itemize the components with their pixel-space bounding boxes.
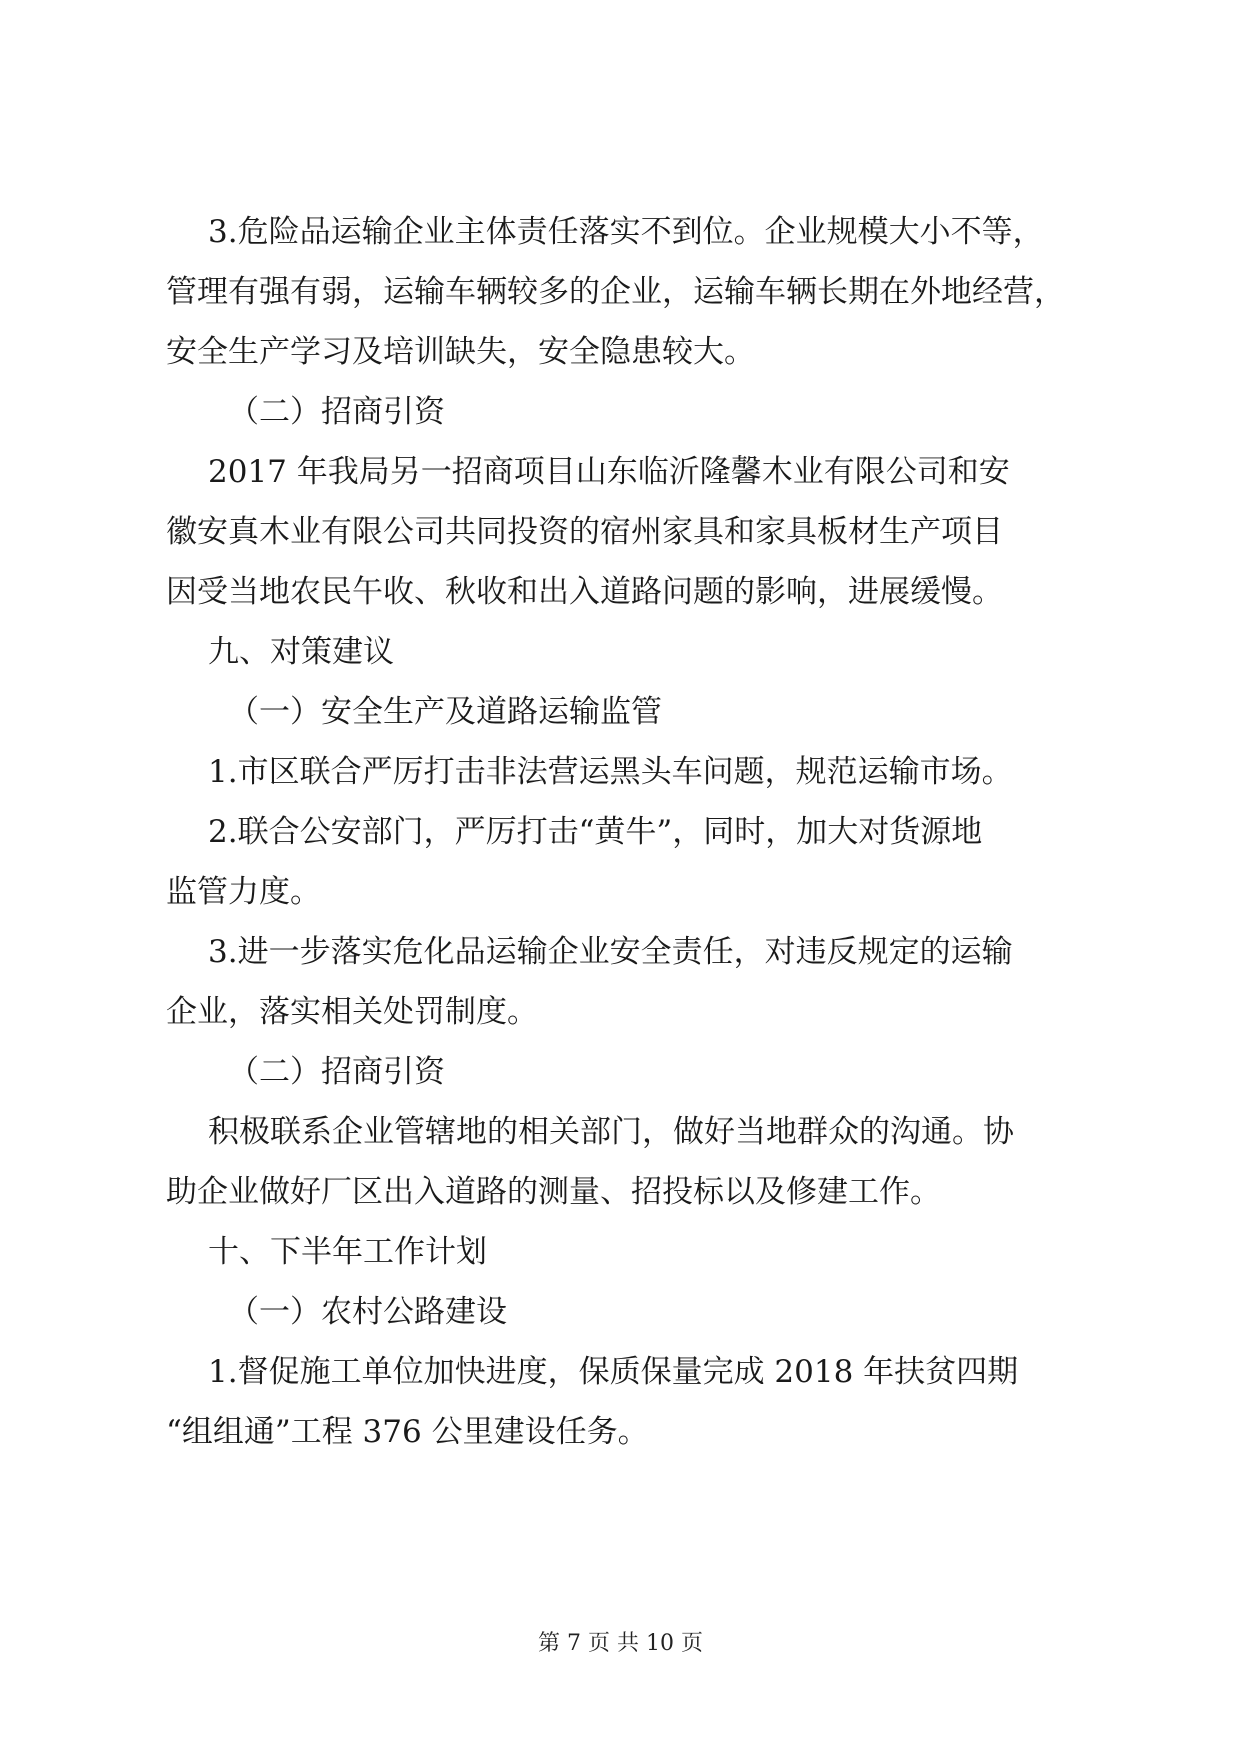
- text-line: 2017 年我局另一招商项目山东临沂隆馨木业有限公司和安: [208, 454, 1010, 490]
- text-line: 监管力度。: [166, 874, 321, 910]
- text-line: 因受当地农民午收、秋收和出入道路问题的影响，进展缓慢。: [166, 574, 1003, 610]
- text-line: 1.督促施工单位加快进度，保质保量完成 2018 年扶贫四期: [208, 1354, 1019, 1390]
- text-line: 企业，落实相关处罚制度。: [166, 994, 538, 1030]
- text-line: 3.进一步落实危化品运输企业安全责任，对违反规定的运输: [208, 934, 1013, 970]
- section-heading: 九、对策建议: [208, 634, 394, 670]
- section-heading: 十、下半年工作计划: [208, 1234, 487, 1270]
- text-line: 3.危险品运输企业主体责任落实不到位。企业规模大小不等，: [208, 214, 1044, 250]
- section-heading: （二）招商引资: [228, 1054, 445, 1090]
- section-heading: （一）农村公路建设: [228, 1294, 507, 1330]
- text-line: 徽安真木业有限公司共同投资的宿州家具和家具板材生产项目: [166, 514, 1003, 550]
- text-line: 2.联合公安部门，严厉打击“黄牛”，同时，加大对货源地: [208, 814, 983, 850]
- page-footer: 第 7 页 共 10 页: [538, 1631, 703, 1656]
- section-heading: （一）安全生产及道路运输监管: [228, 694, 662, 730]
- text-line: 积极联系企业管辖地的相关部门，做好当地群众的沟通。协: [208, 1114, 1014, 1150]
- text-line: 1.市区联合严厉打击非法营运黑头车问题，规范运输市场。: [208, 754, 1013, 790]
- text-line: 管理有强有弱，运输车辆较多的企业，运输车辆长期在外地经营，: [166, 274, 1065, 310]
- section-heading: （二）招商引资: [228, 394, 445, 430]
- text-line: 助企业做好厂区出入道路的测量、招投标以及修建工作。: [166, 1174, 941, 1210]
- text-line: “组组通”工程 376 公里建设任务。: [166, 1414, 649, 1450]
- text-line: 安全生产学习及培训缺失，安全隐患较大。: [166, 334, 755, 370]
